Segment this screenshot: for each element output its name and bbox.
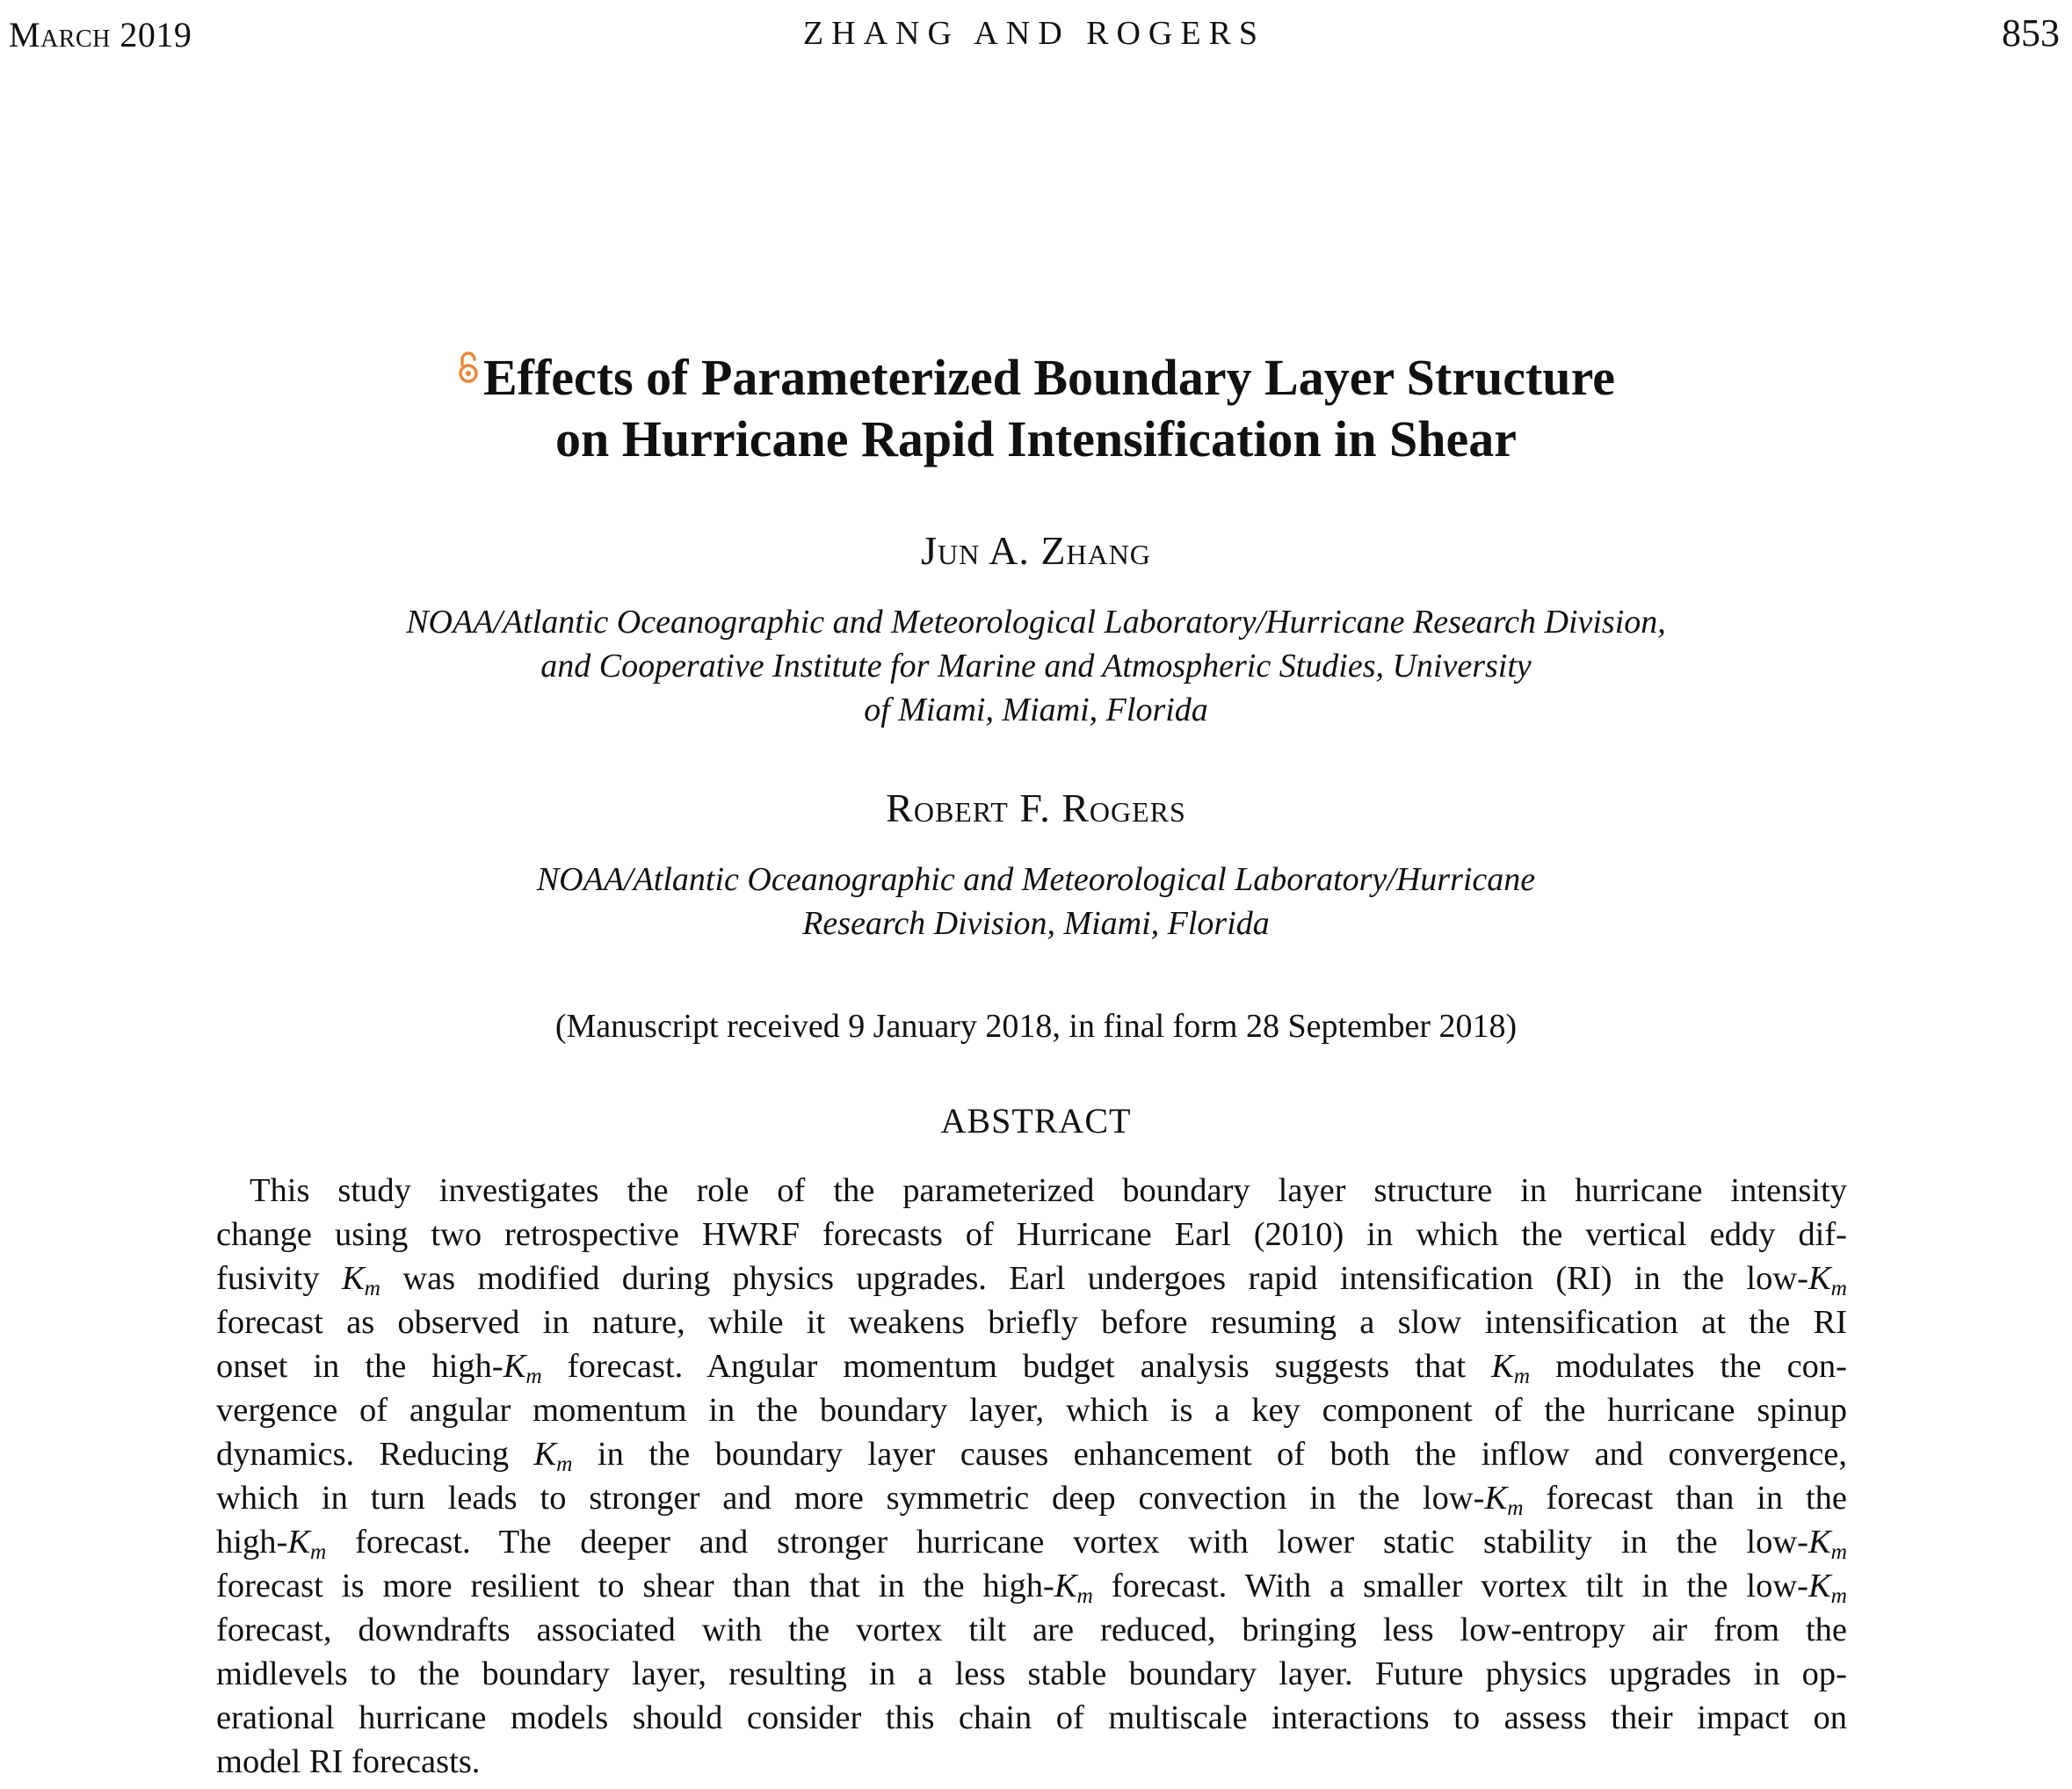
title-line-1: Effects of Parameterized Boundary Layer Structure [482, 349, 1616, 406]
running-header-authors: ZHANG AND ROGERS [802, 15, 1266, 52]
abstract-line: high-$K_m$ forecast. The deeper and stronger hurricane vortex with lower static stability in the low-$K_m$ [216, 1524, 1847, 1565]
affiliation-1-line: and Cooperative Institute for Marine and Atmospheric Studies, University [540, 648, 1532, 684]
affiliation-2-line: Research Division, Miami, Florida [802, 905, 1270, 942]
eddy-diffusivity-symbol: $K_m$ [1054, 1568, 1093, 1609]
abstract-line: vergence of angular momentum in the boundary layer, which is a key component of the hurricane spinup [216, 1392, 1847, 1429]
eddy-diffusivity-symbol: $K_m$ [1808, 1524, 1847, 1565]
abstract-heading: ABSTRACT [940, 1101, 1132, 1141]
abstract-line: which in turn leads to stronger and more symmetric deep convection in the low-$K_m$ forecast than in the [216, 1480, 1847, 1521]
manuscript-dates: (Manuscript received 9 January 2018, in final form 28 September 2018) [554, 1008, 1518, 1045]
affiliation-1-line: of Miami, Miami, Florida [864, 692, 1208, 728]
abstract-line: forecast as observed in nature, while it weakens briefly before resuming a slow intensification at the RI [216, 1304, 1847, 1341]
title-line-2: on Hurricane Rapid Intensification in Shear [554, 410, 1518, 467]
affiliation-1-line: NOAA/Atlantic Oceanographic and Meteorological Laboratory/Hurricane Research Division, [406, 604, 1666, 641]
running-header-date: March 2019 [9, 15, 192, 54]
abstract-line: forecast is more resilient to shear than that in the high-$K_m$ forecast. With a smaller vortex tilt in the low-$K_m$ [216, 1568, 1847, 1609]
author-affiliation-1 [0, 600, 2072, 732]
eddy-diffusivity-symbol: $K_m$ [503, 1348, 542, 1389]
eddy-diffusivity-symbol: $K_m$ [341, 1260, 380, 1301]
abstract-line: change using two retrospective HWRF forecasts of Hurricane Earl (2010) in which the vertical eddy dif- [216, 1216, 1847, 1253]
abstract-body [216, 1169, 1847, 1784]
author-name-1: Jun A. Zhang [921, 528, 1151, 573]
abstract-line: midlevels to the boundary layer, resulting in a less stable boundary layer. Future physics upgrades in op- [216, 1655, 1847, 1692]
eddy-diffusivity-symbol: $K_m$ [1491, 1348, 1531, 1389]
abstract-line: forecast, downdrafts associated with the vortex tilt are reduced, bringing less low-entropy air from the [216, 1612, 1847, 1648]
eddy-diffusivity-symbol: $K_m$ [1808, 1568, 1847, 1609]
open-access-lock-icon[interactable] [457, 351, 480, 386]
abstract-line: This study investigates the role of the parameterized boundary layer structure in hurricane intensity [250, 1172, 1847, 1209]
eddy-diffusivity-symbol: $K_m$ [533, 1436, 573, 1477]
abstract-line: fusivity $K_m$ was modified during physics upgrades. Earl undergoes rapid intensification (RI) in the low-$K_m$ [216, 1260, 1847, 1301]
article-title [0, 347, 2072, 470]
running-header [9, 11, 2060, 63]
abstract-line: erational hurricane models should consider this chain of multiscale interactions to assess their impact on [216, 1699, 1847, 1736]
abstract-line: onset in the high-$K_m$ forecast. Angular momentum budget analysis suggests that $K_m$ modulates the con- [216, 1348, 1847, 1389]
author-affiliation-2 [0, 858, 2072, 945]
eddy-diffusivity-symbol: $K_m$ [1808, 1260, 1847, 1301]
abstract-line: dynamics. Reducing $K_m$ in the boundary layer causes enhancement of both the inflow and convergence, [216, 1436, 1848, 1477]
page-number: 853 [2002, 11, 2060, 54]
eddy-diffusivity-symbol: $K_m$ [287, 1524, 327, 1565]
title-line-1-wrap [457, 349, 1615, 406]
affiliation-2-line: NOAA/Atlantic Oceanographic and Meteorological Laboratory/Hurricane [536, 861, 1536, 898]
abstract-line: model RI forecasts. [216, 1743, 481, 1780]
eddy-diffusivity-symbol: $K_m$ [1484, 1480, 1524, 1521]
author-name-2: Robert F. Rogers [886, 786, 1186, 830]
